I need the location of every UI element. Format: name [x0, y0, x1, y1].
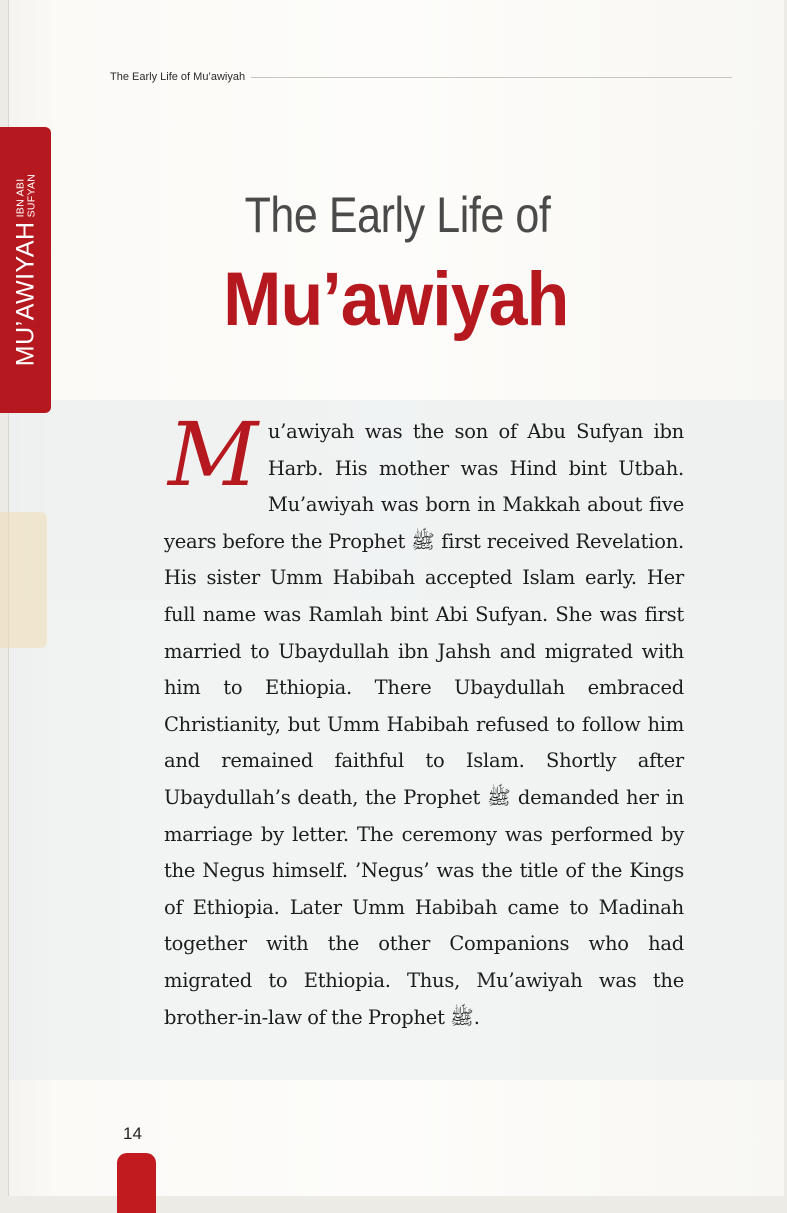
running-header	[110, 71, 732, 83]
body-paragraph	[164, 403, 684, 1036]
chapter-title-line2: Mu’awiyah	[223, 257, 569, 342]
body-text: u’awiyah was the son of Abu Sufyan ibn Harb. His mother was Hind bint Utbah. Mu’awiyah was born in Makkah about five years before the Prophet ﷺ first received Revelation. His sister Umm Habibah accepted Islam early. Her full name was Ramlah bint Abi Sufyan. She was first married to Ubaydullah ibn Jahsh and migrated with him to Ethiopia. There Ubaydullah embraced Christianity, but Umm Habibah refused to follow him and remained faithful to Islam. Shortly after Ubaydullah’s death, the Prophet ﷺ demanded her in marriage by letter. The ceremony was performed by the Negus himself. ’Negus’ was the title of the Kings of Ethiopia. Later Umm Habibah came to Madinah together with the other Companions who had migrated to Ethiopia. Thus, Mu’awiyah was the brother-in-law of the Prophet ﷺ.	[164, 420, 684, 1029]
bottom-red-tab	[117, 1153, 156, 1213]
side-tab-sub-line2: SUFYAN	[24, 173, 37, 218]
side-tab-sub-line1: IBN ABI	[13, 178, 26, 218]
side-tab-sub	[15, 174, 37, 218]
chapter-title-line1: The Early Life of	[244, 187, 551, 243]
running-header-rule	[251, 77, 732, 78]
drop-cap: M	[168, 403, 258, 506]
side-tab-main: MU’AWIYAH	[11, 221, 39, 367]
running-header-text: The Early Life of Mu’awiyah	[110, 71, 246, 83]
show-through-tab	[0, 512, 47, 648]
page-number: 14	[123, 1124, 142, 1143]
